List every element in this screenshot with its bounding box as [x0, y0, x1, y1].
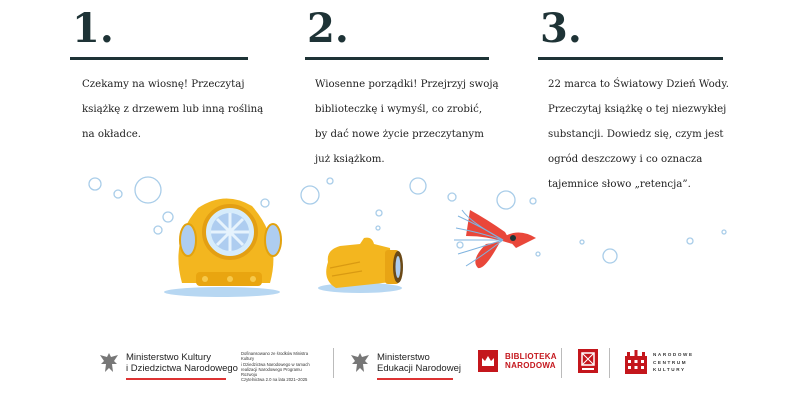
footer-divider — [609, 348, 610, 378]
nck-line2: CENTRUM — [653, 359, 688, 365]
funding-note — [241, 351, 317, 383]
nck-line3: KULTURY — [653, 367, 686, 372]
step-text-line: by dać nowe życie przeczytanym — [315, 129, 484, 140]
footer-divider — [561, 348, 562, 378]
step-text-line: Wiosenne porządki! Przejrzyj swoją — [315, 79, 499, 90]
glove-hand-icon — [318, 238, 403, 293]
step-text-line: już książkom. — [315, 154, 385, 165]
step-number: 1. — [72, 5, 114, 52]
nck-logo-icon — [625, 350, 647, 376]
open-book-icon — [454, 210, 536, 268]
step-text-line: Czekamy na wiosnę! Przeczytaj — [82, 79, 245, 90]
nck-line1: NARODOWE — [653, 352, 694, 357]
step-text-line: substancji. Dowiedz się, czym jest — [548, 129, 724, 140]
men-line2: Edukacji Narodowej — [377, 363, 461, 374]
step-text-line: książkę z drzewem lub inną rośliną — [82, 104, 264, 115]
ch-logo-icon — [578, 349, 598, 373]
step-number: 2. — [307, 5, 349, 52]
step-text-line: tajemnice słowo „retencja”. — [548, 179, 691, 190]
funding-note-line: Czytelnictwa 2.0 na lata 2021–2025 — [241, 377, 308, 383]
step-number: 3. — [540, 5, 582, 52]
step-text-line: biblioteczkę i wymyśl, co zrobić, — [315, 104, 483, 115]
men-line1: Ministerstwo — [377, 352, 430, 363]
funding-note-line: realizacji Narodowego Programu Rozwoju — [241, 366, 302, 378]
bn-logo-icon — [478, 350, 498, 372]
eagle-emblem-icon — [98, 350, 120, 376]
mkidn-line2: i Dziedzictwa Narodowego — [126, 363, 238, 374]
step-text-line: na okładce. — [82, 129, 142, 140]
step-text-line: Przeczytaj książkę o tej niezwykłej — [548, 104, 727, 115]
funding-note-line: i Dziedzictwa Narodowego w ramach — [241, 361, 310, 367]
bn-line1: BIBLIOTEKA — [505, 352, 557, 361]
mkidn-line1: Ministerstwo Kultury — [126, 352, 211, 363]
mkidn-underline — [126, 378, 226, 380]
men-underline — [377, 378, 453, 380]
footer-divider — [333, 348, 334, 378]
footer-logos — [0, 340, 790, 390]
funding-note-line: Dofinansowano ze środków Ministra Kultury — [241, 351, 309, 362]
diving-helmet-icon — [164, 198, 281, 297]
eagle-emblem-icon — [349, 350, 371, 376]
bn-line2: NARODOWA — [505, 361, 556, 370]
step-text-line: ogród deszczowy i co oznacza — [548, 154, 703, 165]
step-text-line: 22 marca to Światowy Dzień Wody. — [548, 79, 729, 90]
